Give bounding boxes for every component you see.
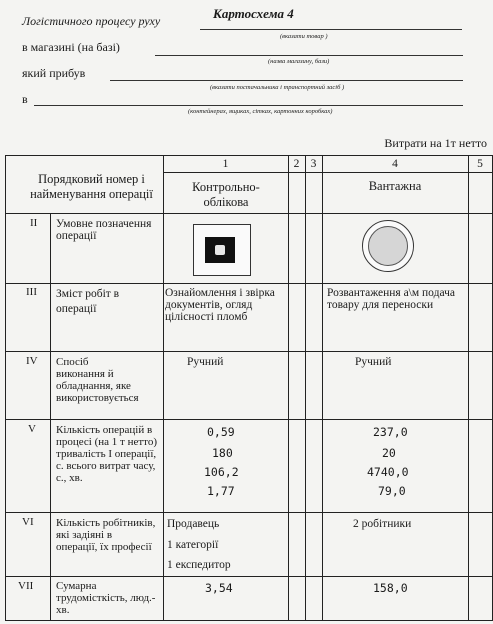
col1-value: 180 xyxy=(212,446,233,460)
blank-line-goods[interactable] xyxy=(200,29,462,30)
control-operation-symbol xyxy=(193,224,251,276)
loading-operation-symbol xyxy=(362,220,414,272)
col-number-1: 1 xyxy=(222,158,229,170)
col-number-4: 4 xyxy=(392,158,398,170)
col4-value: 79,0 xyxy=(378,484,406,498)
row-label-symbol: Умовне позначення операції xyxy=(56,218,152,242)
form-line-process: Логістичного процесу руху xyxy=(22,14,161,28)
row-border xyxy=(5,512,493,513)
row-border xyxy=(5,351,493,352)
col1-content: Ознайомлення і звірка документів, огляд цілісності пломб xyxy=(165,287,275,323)
col1-value: 0,59 xyxy=(207,425,235,439)
row-label-method: Спосіб виконання й обладнання, яке використовується xyxy=(56,356,139,404)
row-number-iii: III xyxy=(26,286,37,298)
hint-goods: (вказати товар ) xyxy=(280,33,328,40)
black-square-icon xyxy=(205,237,235,263)
col4-method: Ручний xyxy=(355,356,392,368)
col4-value: 237,0 xyxy=(373,425,408,439)
number-row-border xyxy=(163,172,493,173)
col1-value: 106,2 xyxy=(204,465,239,479)
blank-line-supplier[interactable] xyxy=(110,80,463,81)
row-label-workers: Кількість робітників, які задіяні в операції, їх професії xyxy=(56,517,156,553)
row-label-quantity: Кількість операцій в процесі (на 1 т нетто) тривалість І операції, с. всього витрат часу, с., хв. xyxy=(56,424,158,484)
col-number-3: 3 xyxy=(310,158,317,170)
header-label: Порядковий номер і найменування операції xyxy=(30,172,153,201)
row-border xyxy=(5,213,493,214)
column-border xyxy=(468,155,469,620)
row-number-iv: IV xyxy=(26,355,38,367)
table-bottom-border xyxy=(5,620,493,621)
col4-value: 4740,0 xyxy=(367,465,409,479)
hint-supplier: (вказати постачальника і транспортний засіб ) xyxy=(210,84,345,91)
col-number-2: 2 xyxy=(293,158,300,170)
col4-labor: 158,0 xyxy=(373,581,408,595)
row-number-v: V xyxy=(28,423,36,435)
circle-icon xyxy=(368,226,408,266)
column-border xyxy=(288,155,289,620)
document-title: Картосхема 4 xyxy=(213,6,294,21)
col1-title: Контрольно-облікова xyxy=(192,180,260,209)
col1-workers: 1 експедитор xyxy=(167,559,231,571)
form-line-store: в магазині (на базі) xyxy=(22,40,120,54)
row-border xyxy=(5,419,493,420)
roman-column-border xyxy=(50,213,51,620)
row-number-vi: VI xyxy=(22,516,34,528)
row-number-vii: VII xyxy=(18,580,34,592)
costs-label: Витрати на 1т нетто xyxy=(384,136,487,150)
blank-line-store[interactable] xyxy=(155,55,463,56)
hint-container: (контейнерах, ящиках, сітках, картонних коробках) xyxy=(188,108,333,115)
row-border xyxy=(5,283,493,284)
row-border xyxy=(5,576,493,577)
col1-workers: Продавець xyxy=(167,518,220,530)
column-border xyxy=(163,155,164,620)
col-number-5: 5 xyxy=(477,158,483,170)
table-top-border xyxy=(5,155,493,156)
column-border xyxy=(305,155,306,620)
col4-content: Розвантаження а\м подача товару для переноски xyxy=(327,287,455,311)
form-line-in: в xyxy=(22,92,28,106)
hint-store: (назва магазину, бази) xyxy=(268,58,330,65)
blank-line-container[interactable] xyxy=(34,105,463,106)
col4-title: Вантажна xyxy=(368,179,422,193)
form-line-arrived: який прибув xyxy=(22,66,86,80)
row-number-ii: II xyxy=(30,217,38,229)
table-left-border xyxy=(5,155,6,620)
column-border xyxy=(322,155,323,620)
col1-workers: 1 категорії xyxy=(167,539,219,551)
col4-workers: 2 робітники xyxy=(353,518,412,530)
col1-labor: 3,54 xyxy=(205,581,233,595)
row-label-content: Зміст робіт в операції xyxy=(56,288,120,315)
row-label-labor: Сумарна трудомісткість, люд.-хв. xyxy=(56,580,156,616)
col1-value: 1,77 xyxy=(207,484,235,498)
col1-method: Ручний xyxy=(187,356,224,368)
col4-value: 20 xyxy=(382,446,396,460)
